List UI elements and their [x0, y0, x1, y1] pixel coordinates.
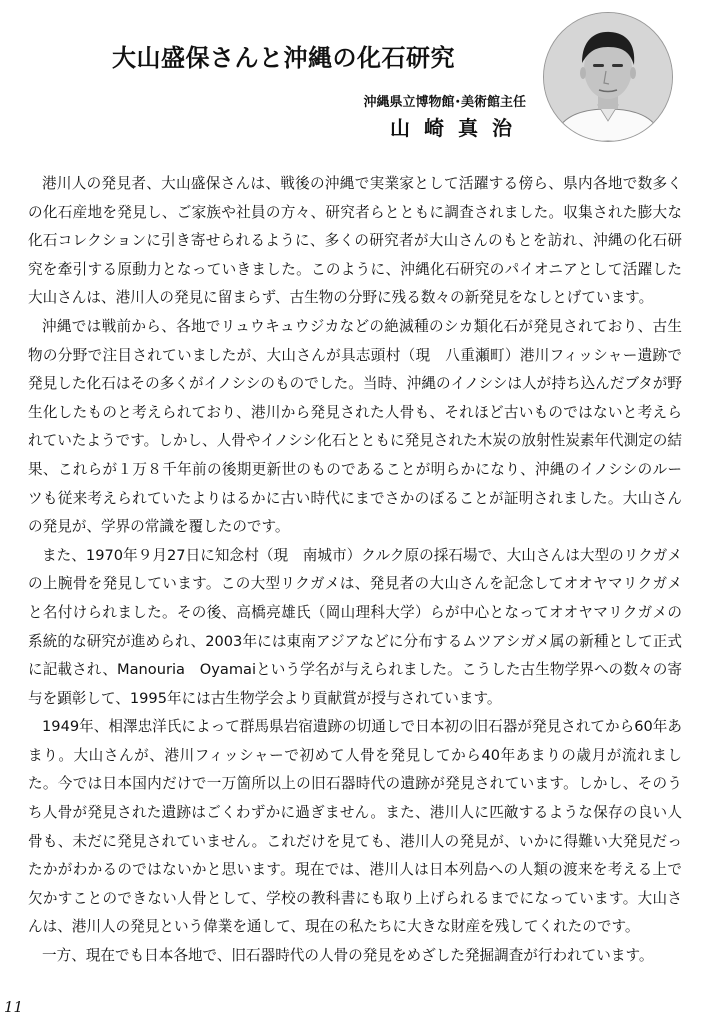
- author-portrait: [543, 12, 673, 142]
- page-number: 11: [4, 998, 24, 1016]
- portrait-illustration: [544, 13, 672, 141]
- article-title: 大山盛保さんと沖縄の化石研究: [112, 44, 455, 72]
- author-name: 山崎真治: [390, 116, 526, 140]
- paragraph: 港川人の発見者、大山盛保さんは、戦後の沖縄で実業家として活躍する傍ら、県内各地で数多くの化石産地を発見し、ご家族や社員の方々、研究者らとともに調査されました。収集された膨大な化石コレクションに引き寄せられるように、多くの研究者が大山さんのもとを訪れ、沖縄の化石研究を牽引する原動力となっていきました。このように、沖縄化石研究のパイオニアとして活躍した大山さんは、港川人の発見に留まらず、古生物の分野に残る数々の新発見をなしとげています。: [28, 175, 682, 307]
- paragraph: また、1970年９月27日に知念村（現 南城市）クルク原の採石場で、大山さんは大型のリクガメの上腕骨を発見しています。この大型リクガメは、発見者の大山さんを記念してオオヤマリクガメと名付けられました。その後、高橋亮雄氏（岡山理科大学）らが中心となってオオヤマリクガメの系統的な研究が進められ、2003年には東南アジアなどに分布するムツアシガメ属の新種として正式に記載され、Manouria Oyamaiという学名が与えられました。こうした古生物学界への数々の寄与を顕彰して、1995年には古生物学会より貢献賞が授与されています。: [28, 546, 682, 707]
- author-affiliation: 沖縄県立博物館･美術館主任: [363, 95, 526, 110]
- article-body: [28, 170, 682, 971]
- paragraph: 1949年、相澤忠洋氏によって群馬県岩宿遺跡の切通しで日本初の旧石器が発見されてから60年あまり。大山さんが、港川フィッシャーで初めて人骨を発見してから40年あまりの歳月が流れました。今では日本国内だけで一万箇所以上の旧石器時代の遺跡が発見されています。しかし、そのうち人骨が発見された遺跡はごくわずかに過ぎません。また、港川人に匹敵するような保存の良い人骨も、未だに発見されていません。これだけを見ても、港川人の発見が、いかに得難い大発見だったかがわかるのではないかと思います。現在では、港川人は日本列島への人類の渡来を考える上で欠かすことのできない人骨として、学校の教科書にも取り上げられるまでになっています。大山さんは、港川人の発見という偉業を通して、現在の私たちに大きな財産を残してくれたのです。: [28, 718, 682, 936]
- paragraph: 一方、現在でも日本各地で、旧石器時代の人骨の発見をめざした発掘調査が行われています。: [42, 947, 654, 965]
- paragraph: 沖縄では戦前から、各地でリュウキュウジカなどの絶滅種のシカ類化石が発見されており、古生物の分野で注目されていましたが、大山さんが具志頭村（現 八重瀬町）港川フィッシャー遺跡で発見した化石はその多くがイノシシのものでした。当時、沖縄のイノシシは人が持ち込んだブタが野生化したものと考えられており、港川から発見された人骨も、それほど古いものではないと考えられていたようです。しかし、人骨やイノシシ化石とともに発見された木炭の放射性炭素年代測定の結果、これらが１万８千年前の後期更新世のものであることが明らかになり、沖縄のイノシシのルーツも従来考えられていたよりはるかに古い時代にまでさかのぼることが証明されました。大山さんの発見が、学界の常識を覆したのです。: [28, 317, 682, 536]
